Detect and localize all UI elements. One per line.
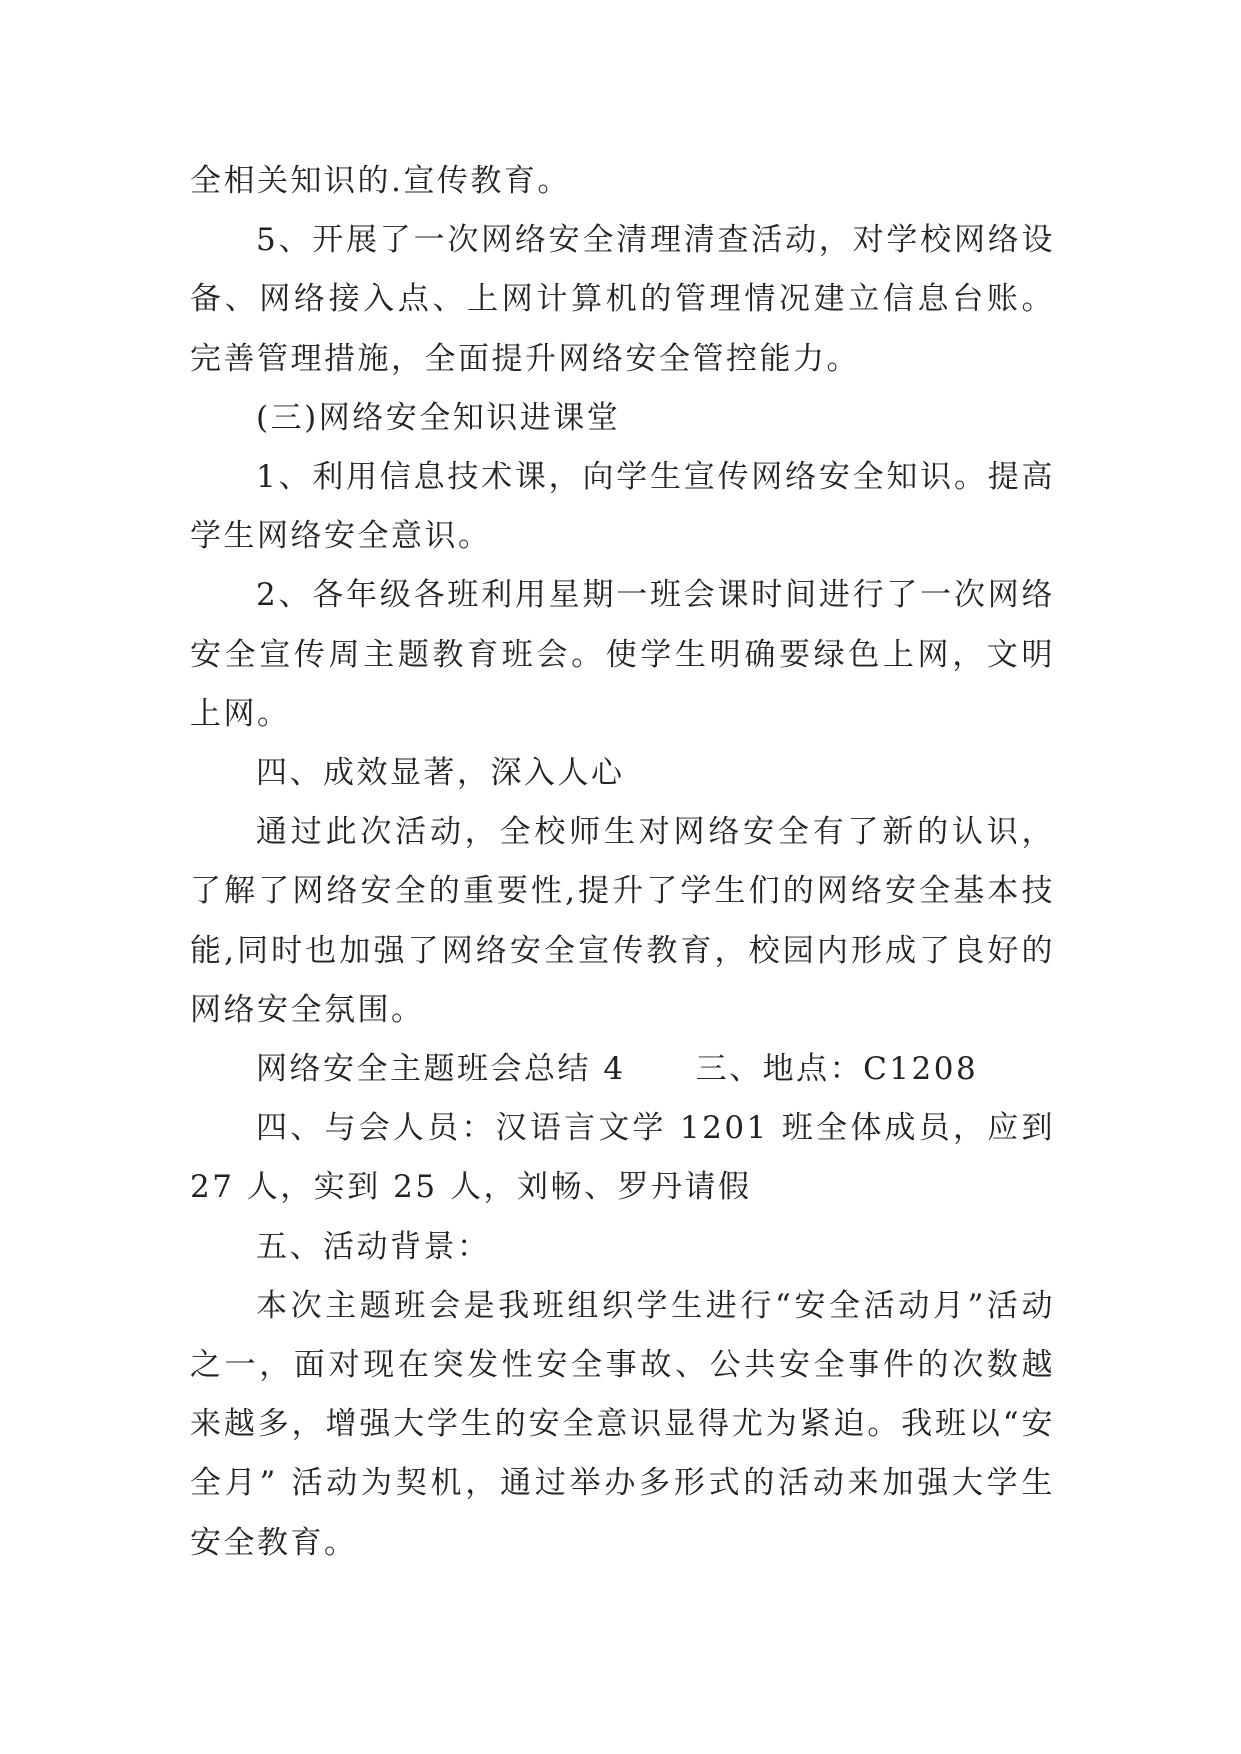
background-paragraph: 本次主题班会是我班组织学生进行“安全活动月”活动之一，面对现在突发性安全事故、公共安全事件的次数越来越多，增强大学生的安全意识显得尤为紧迫。我班以“安全月” 活动为契机，通过举办多形式的活动来加强大学生安全教育。 [190,1287,1055,1561]
paragraph-item-2: 2、各年级各班利用星期一班会课时间进行了一次网络安全宣传周主题教育班会。使学生明确要绿色上网，文明上网。 [190,577,1055,732]
paragraph-item-1: 1、利用信息技术课，向学生宣传网络安全知识。提高学生网络安全意识。 [190,459,1055,555]
document-body [190,152,1055,1573]
meeting-location: 三、地点：C1208 [695,1051,979,1088]
attendees-paragraph: 四、与会人员：汉语言文学 1201 班全体成员，应到 27 人，实到 25 人，刘畅、罗丹请假 [190,1110,1055,1206]
summary-title: 网络安全主题班会总结 4 [256,1051,626,1088]
section-heading-3: (三)网络安全知识进课堂 [256,399,621,436]
paragraph-continuation: 全相关知识的.宣传教育。 [190,163,571,199]
paragraph-results: 通过此次活动，全校师生对网络安全有了新的认识，了解了网络安全的重要性,提升了学生们的网络安全基本技能,同时也加强了网络安全宣传教育，校园内形成了良好的网络安全氛围。 [190,814,1055,1028]
background-heading: 五、活动背景： [256,1228,491,1265]
summary-title-line [190,1040,1055,1099]
paragraph-item-5: 5、开展了一次网络安全清理清查活动，对学校网络设备、网络接入点、上网计算机的管理情况建立信息台账。完善管理措施，全面提升网络安全管控能力。 [190,222,1055,377]
section-heading-4: 四、成效显著，深入人心 [256,755,625,792]
